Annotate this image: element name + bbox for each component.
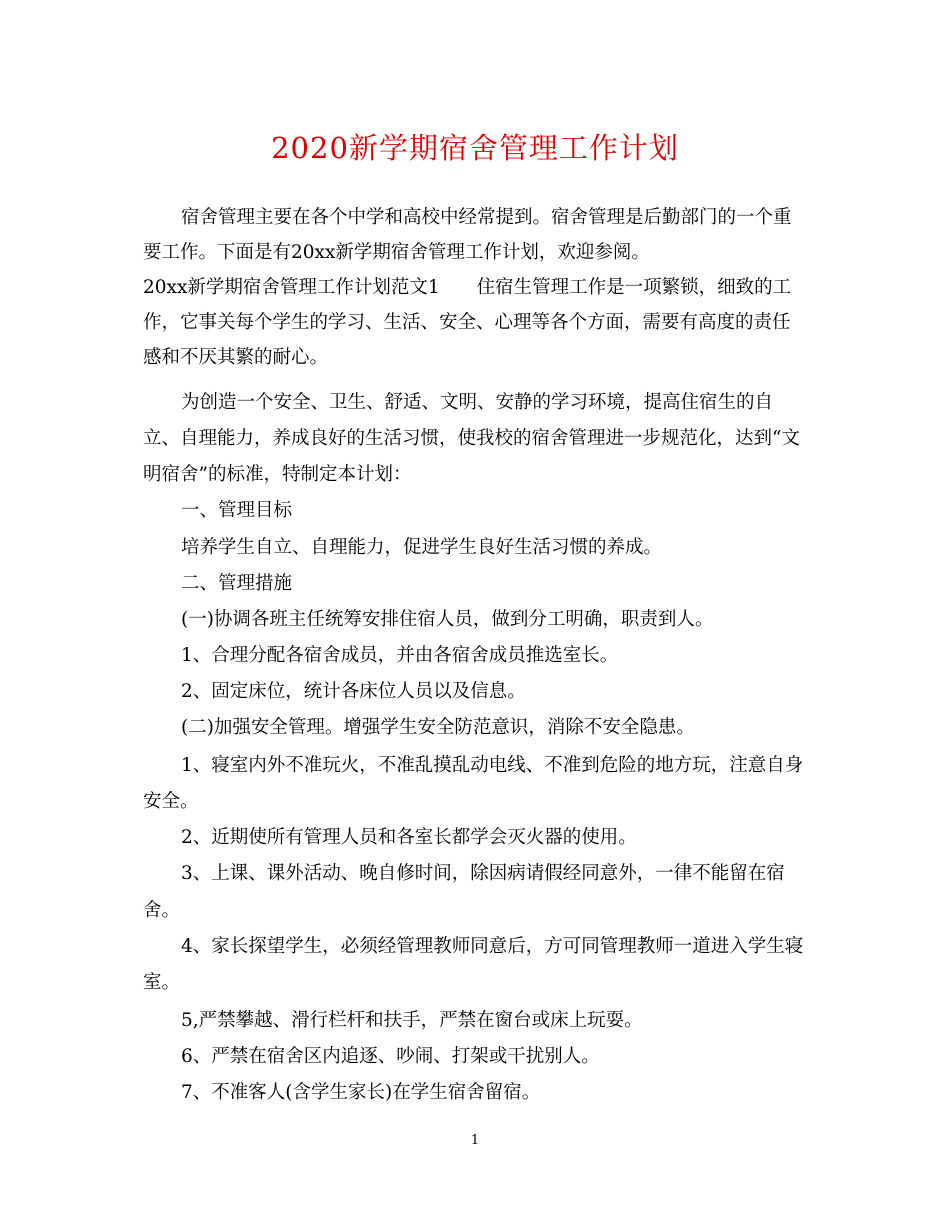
text-line: 2、近期使所有管理人员和各室长都学会灭火器的使用。 — [181, 827, 637, 848]
text-line: (一)协调各班主任统筹安排住宿人员，做到分工明确，职责到人。 — [181, 609, 714, 630]
text-line: 2、固定床位，统计各床位人员以及信息。 — [181, 681, 526, 702]
text-line: 安全。 — [143, 791, 199, 812]
text-line: 3、上课、课外活动、晚自修时间，除因病请假经同意外，一律不能留在宿 — [181, 863, 785, 884]
text-line: 室。 — [143, 972, 181, 993]
text-line: 1、寝室内外不准玩火，不准乱摸乱动电线、不准到危险的地方玩，注意自身 — [181, 755, 804, 776]
page-number: 1 — [470, 1133, 480, 1148]
text-line: 20xx新学期宿舍管理工作计划范文1 住宿生管理工作是一项繁锁，细致的工 — [143, 277, 792, 298]
text-line: 1、合理分配各宿舍成员，并由各宿舍成员推选室长。 — [181, 645, 619, 666]
text-line: 宿舍管理主要在各个中学和高校中经常提到。宿舍管理是后勤部门的一个重 — [181, 207, 792, 228]
text-line: (二)加强安全管理。增强学生安全防范意识，消除不安全隐患。 — [181, 717, 695, 738]
text-line: 立、自理能力，养成良好的生活习惯，使我校的宿舍管理进一步规范化，达到“文 — [143, 428, 800, 449]
text-line: 7、不准客人(含学生家长)在学生宿舍留宿。 — [181, 1082, 541, 1103]
text-line: 6、严禁在宿舍区内追逐、吵闹、打架或干扰别人。 — [181, 1046, 600, 1067]
text-line: 要工作。下面是有20xx新学期宿舍管理工作计划，欢迎参阅。 — [143, 242, 650, 263]
text-line: 作，它事关每个学生的学习、生活、安全、心理等各个方面，需要有高度的责任 — [143, 312, 791, 333]
text-line: 舍。 — [143, 900, 181, 921]
section-heading: 二、管理措施 — [181, 573, 293, 594]
text-line: 明宿舍”的标准，特制定本计划： — [143, 464, 412, 485]
text-line: 培养学生自立、自理能力，促进学生良好生活习惯的养成。 — [181, 537, 663, 558]
text-line: 为创造一个安全、卫生、舒适、文明、安静的学习环境，提高住宿生的自 — [181, 392, 774, 413]
text-line: 感和不厌其繁的耐心。 — [143, 347, 329, 368]
text-line: 4、家长探望学生，必须经管理教师同意后，方可同管理教师一道进入学生寝 — [181, 936, 804, 957]
section-heading: 一、管理目标 — [181, 500, 293, 521]
text-line: 5,严禁攀越、滑行栏杆和扶手，严禁在窗台或床上玩耍。 — [181, 1010, 643, 1031]
document-title: 2020新学期宿舍管理工作计划 — [271, 131, 679, 165]
